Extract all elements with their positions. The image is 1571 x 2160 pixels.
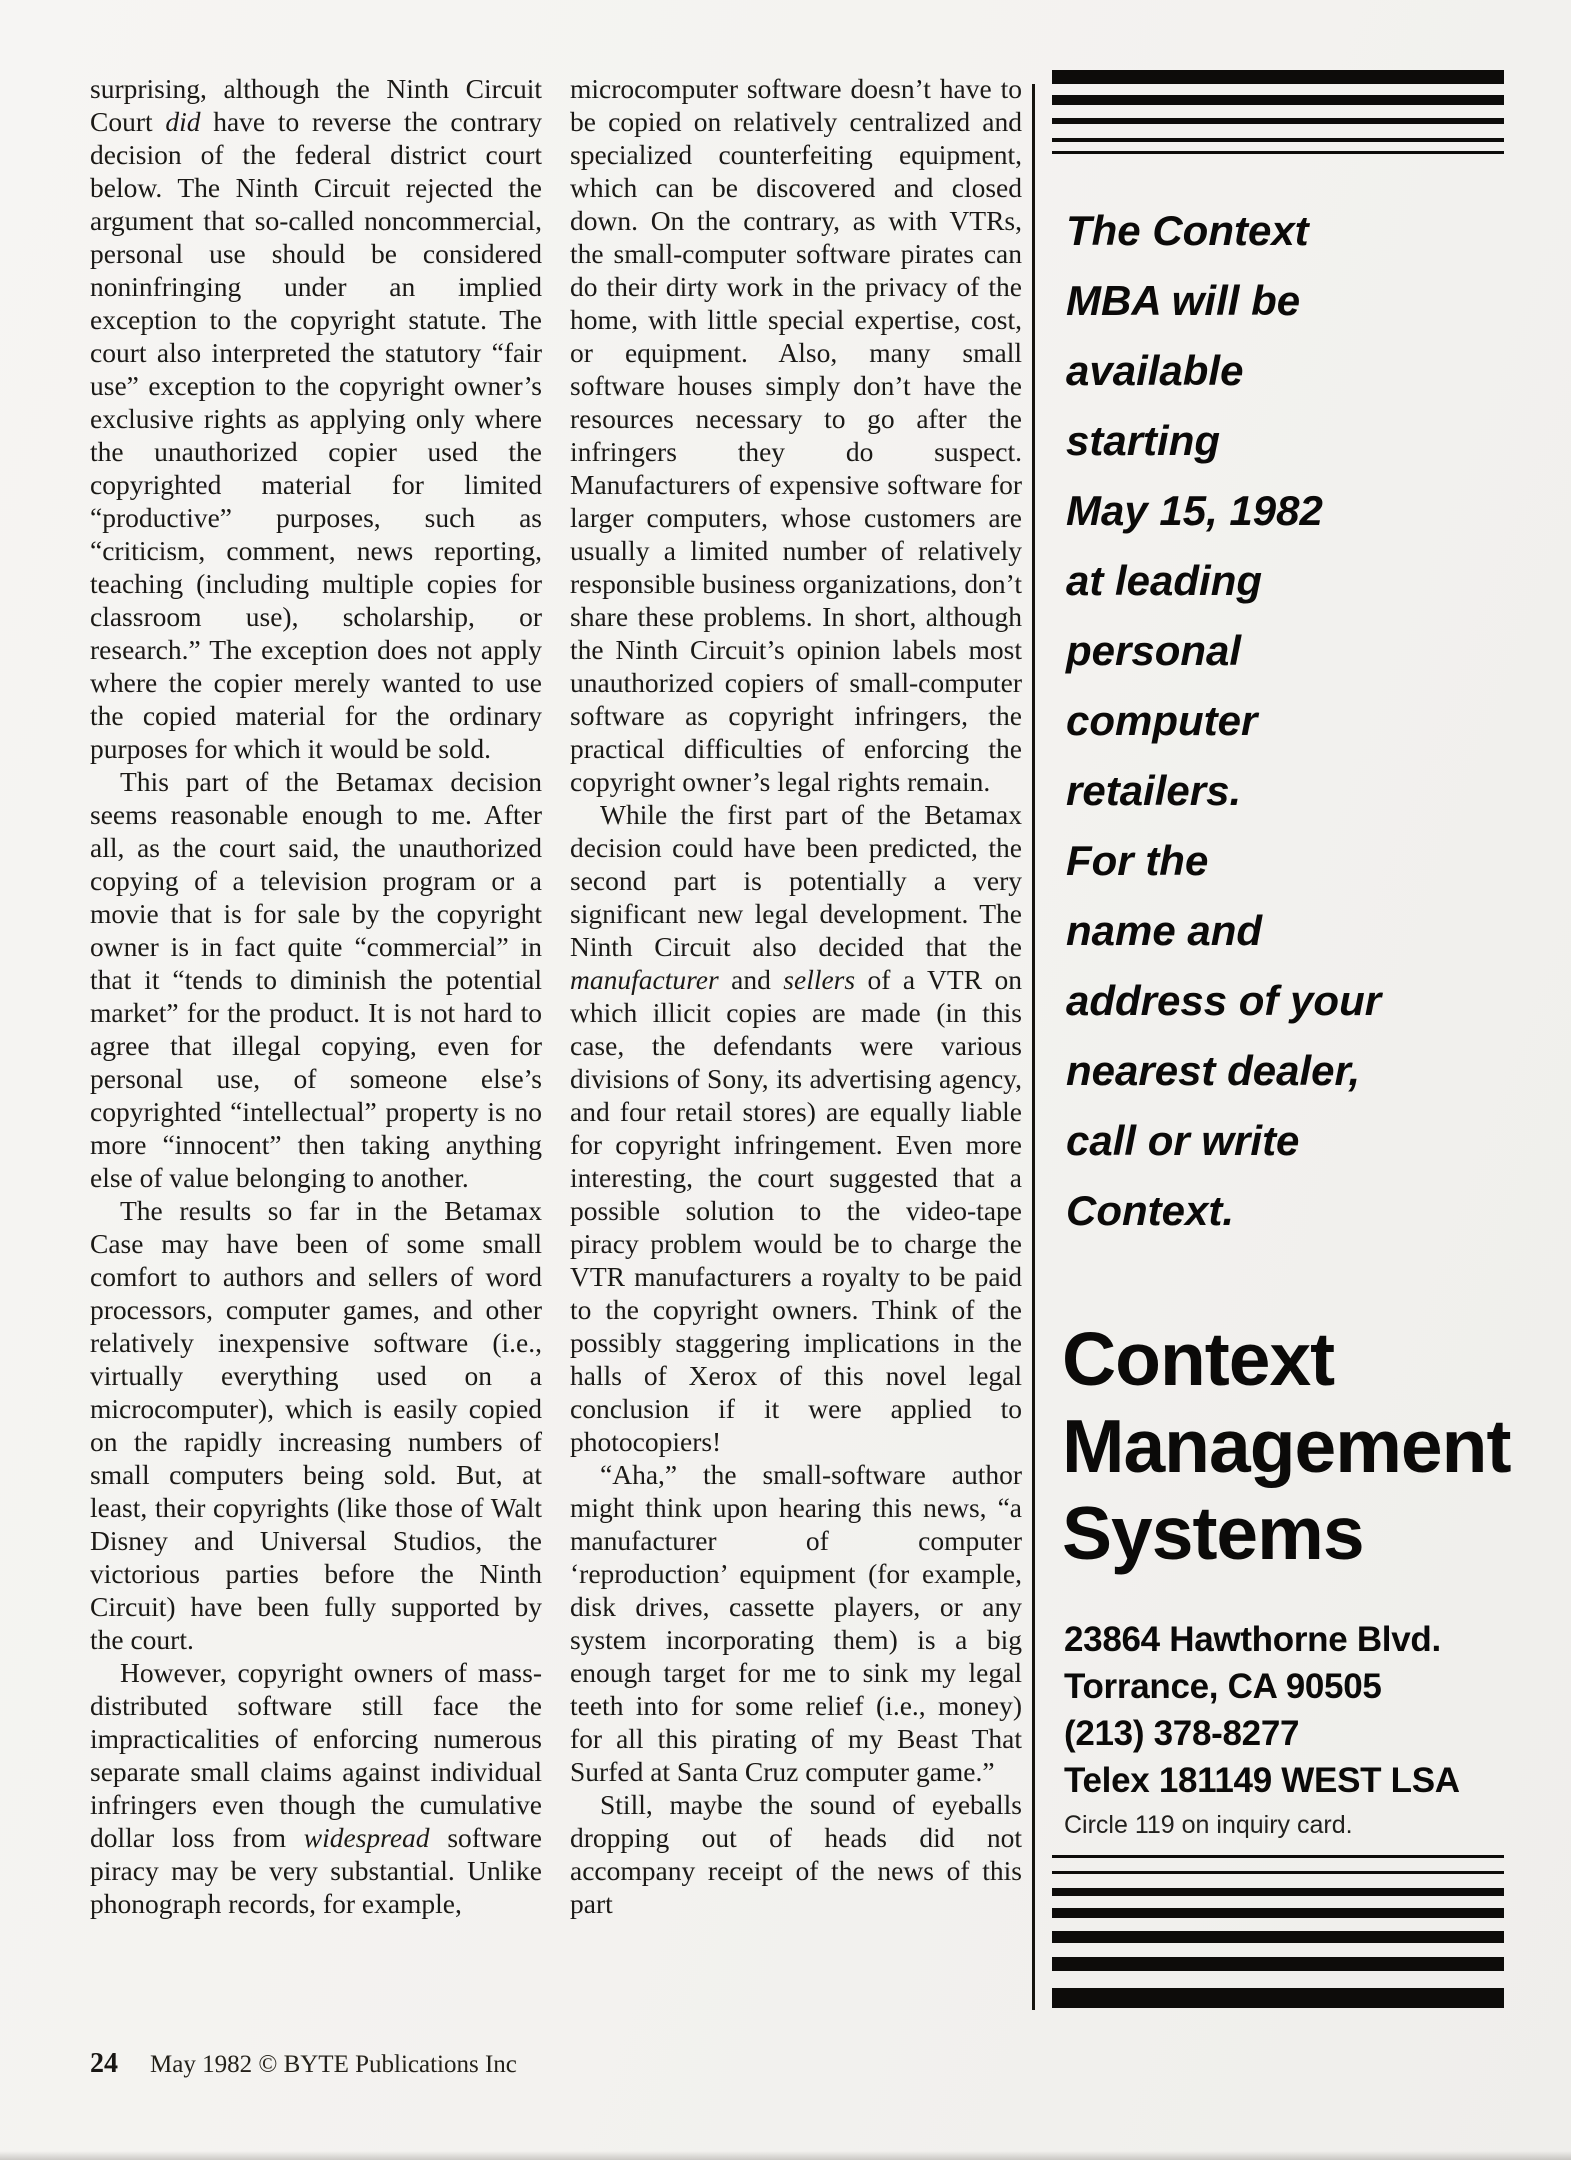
paragraph: surprising, although the Ninth Circuit Court did have to reverse the contrary decision of the federal district court below. The Ninth Circuit rejected the argument that so-called noncommercial, personal use should be considered noninfringing under an implied exception to the copyright statute. The court also interpreted the statutory “fair use” exception to the copyright owner’s exclusive rights as applying only where the unauthorized copier used the copyrighted material for limited “productive” purposes, such as “criticism, comment, news reporting, teaching (including multiple copies for classroom use), scholarship, or research.” The exception does not apply where the copier merely wanted to use the copied material for the ordinary purposes for which it would be sold.: [90, 73, 542, 764]
decorative-rule: [1052, 138, 1504, 142]
decorative-rule: [1052, 95, 1504, 105]
paragraph: However, copyright owners of mass-distributed software still face the impracticalities of enforcing numerous separate small claims against individual infringers even though the cumulative dollar loss from widespread software piracy may be very substantial. Unlike phonograph records, for example,: [90, 1657, 542, 1919]
paragraph: The results so far in the Betamax Case may have been of some small comfort to authors and sellers of word processors, computer games, and other relatively inexpensive software (i.e., virtually everything used on a microcomputer), which is easily copied on the rapidly increasing numbers of small computers being sold. But, at least, their copyrights (like those of Walt Disney and Universal Studios, the victorious parties before the Ninth Circuit) have been fully supported by the court.: [90, 1195, 542, 1655]
decorative-rule: [1052, 1908, 1504, 1918]
decorative-rule: [1052, 1888, 1504, 1896]
decorative-rule: [1052, 1988, 1504, 2008]
decorative-rule: [1052, 1855, 1504, 1858]
left-column: [90, 72, 542, 1920]
ad-bottom-rules: [1052, 1855, 1504, 2008]
paragraph: microcomputer software doesn’t have to be copied on relatively centralized and specialized counterfeiting equipment, which can be discovered and closed down. On the contrary, as with VTRs, the small-computer software pirates can do their dirty work in the privacy of the home, with little special expertise, cost, or equipment. Also, many small software houses simply don’t have the resources necessary to go after the infringers they do suspect. Manufacturers of expensive software for larger computers, whose customers are usually a limited number of relatively responsible business organizations, don’t share these problems. In short, although the Ninth Circuit’s opinion labels most unauthorized copiers of small-computer software as copyright infringers, the practical difficulties of enforcing the copyright owner’s legal rights remain.: [570, 73, 1022, 797]
decorative-rule: [1052, 1871, 1504, 1875]
page-footer: [90, 2048, 517, 2080]
ad-headline: The Context MBA will be available starting May 15, 1982 at leading personal computer retailers. For the name and address of your nearest dealer, call or write Context.: [1066, 207, 1382, 1234]
publication-credit: May 1982 © BYTE Publications Inc: [150, 2051, 517, 2078]
decorative-rule: [1052, 151, 1504, 154]
page-number: 24: [90, 2048, 118, 2079]
page-edge-shadow: [0, 2151, 1571, 2160]
paragraph: Still, maybe the sound of eyeballs dropping out of heads did not accompany receipt of the news of this part: [570, 1789, 1022, 1919]
decorative-rule: [1052, 118, 1504, 124]
decorative-rule: [1052, 70, 1504, 84]
paragraph: This part of the Betamax decision seems reasonable enough to me. After all, as the court said, the unauthorized copying of a television program or a movie that is for sale by the copyright owner is in fact quite “commercial” in that it “tends to diminish the potential market” for the product. It is not hard to agree that illegal copying, even for personal use, of someone else’s copyrighted “intellectual” property is no more “innocent” then taking anything else of value belonging to another.: [90, 766, 542, 1193]
ad-top-rules: [1052, 70, 1504, 154]
paragraph: While the first part of the Betamax decision could have been predicted, the second part is potentially a very significant new legal development. The Ninth Circuit also decided that the manufacturer and sellers of a VTR on which illicit copies are made (in this case, the defendants were various divisions of Sony, its advertising agency, and four retail stores) are equally liable for copyright infringement. Even more interesting, the court suggested that a possible solution to the video-tape piracy problem would be to charge the VTR manufacturers a royalty to be paid to the copyright owners. Think of the possibly staggering implications in the halls of Xerox of this novel legal conclusion if it were applied to photocopiers!: [570, 799, 1022, 1457]
ad-inquiry-note: Circle 119 on inquiry card.: [1064, 1811, 1353, 1839]
ad-company-name: Context Management Systems: [1062, 1317, 1511, 1575]
decorative-rule: [1052, 1957, 1504, 1971]
ad-address: 23864 Hawthorne Blvd. Torrance, CA 90505 (213) 378-8277 Telex 181149 WEST LSA: [1064, 1620, 1460, 1800]
column-divider-rule: [1032, 84, 1035, 2010]
paragraph: “Aha,” the small-software author might think upon hearing this news, “a manufacturer of computer ‘reproduction’ equipment (for example, disk drives, cassette players, or any system incorporating them) is a big enough target for me to sink my legal teeth into for some relief (i.e., money) for all this pirating of my Beast That Surfed at Santa Cruz computer game.”: [570, 1459, 1022, 1787]
middle-column: [570, 72, 1022, 1920]
decorative-rule: [1052, 1931, 1504, 1943]
